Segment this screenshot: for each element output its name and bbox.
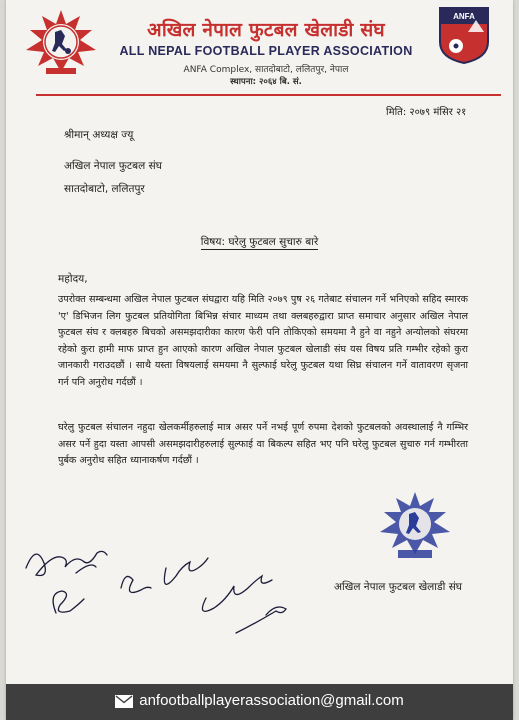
letter-subject [6,235,513,249]
association-logo [22,8,100,80]
footer-email[interactable]: anfootballplayerassociation@gmail.com [139,692,404,709]
header-divider [36,94,501,96]
association-seal [376,490,454,562]
body-paragraph-1: उपरोक्त सम्बन्धमा अखिल नेपाल फुटबल संघद्वारा यहि मिति २०७९ पुष २६ गतेबाट संचालन गर्ने भनिएको सहिद स्मारक 'ए' डिभिजन लिग फुटबल प्रतियोगिता बिभिन्न संचार माध्यम तथा क्लबहरुद्वारा प्राप्त समाचार अनुसार अखिल नेपाल फुटबल संघ र क्लबहरु बिचको असमझदारीका कारण फेरी पनि तोकिएको समयमा नै हुने वा नहुने अन्योलको संघरमा रहेको कुरा हामी माफ प्राप्त हुन आएको कारण अखिल नेपाल फुटबल खेलाडी संघ यस विषय प्रति गम्भीर रहेको कुरा जानकारी गराउदछौं । साथै यस्ता विषयलाई समयमा नै सुल्फाई घरेलु फुटबल यथा सिघ्र संचालन गर्ने वातावरण सृजना गर्न पनि अनुरोध गर्दछौं । [58,294,468,388]
body-paragraph-2: घरेलु फुटबल संचालन नहुदा खेलकर्मीहरुलाई मात्र असर पर्ने नभई पूर्ण रुपमा देशको फुटबलको अवस्थालाई नै गम्भिर असर पर्ने हुदा यस्ता आपसी असमझदारीहरुलाई सुल्फाई वा बिकल्प सहित भए पनि घरेलु फुटबल सुचारु गर्न गम्भीरता पुर्बक अनुरोध सहित ध्यानाकर्षण गर्दछौं । [58,422,468,467]
org-address: ANFA Complex, सातदोबाटो, ललितपुर, नेपाल [183,65,349,75]
recipient-line-3: सातदोबाटो, ललितपुर [64,183,145,195]
recipient-line-1: श्रीमान् अध्यक्ष ज्यू [64,129,134,141]
salutation: महोदय, [58,273,88,285]
org-name-nepali: अखिल नेपाल फुटबल खेलाडी संघ [147,19,385,41]
handwritten-signatures [16,528,316,648]
org-established: स्थापना: २०६४ बि. सं. [230,77,302,87]
subject-text: विषय: घरेलु फुटबल सुचारु बारे [200,236,319,248]
anfa-logo [438,6,490,64]
recipient-line-2: अखिल नेपाल फुटबल संघ [64,160,162,172]
org-name-english: ALL NEPAL FOOTBALL PLAYER ASSOCIATION [119,44,413,58]
signatory-organization: अखिल नेपाल फुटबल खेलाडी संघ [334,581,462,593]
letter-page [6,0,513,720]
letter-date: मिति: २०७९ मंसिर २१ [386,107,467,118]
footer-contact [6,692,513,709]
footer-bar [6,684,513,720]
mail-icon [115,695,133,708]
anfa-logo-text: ANFA [453,12,475,21]
